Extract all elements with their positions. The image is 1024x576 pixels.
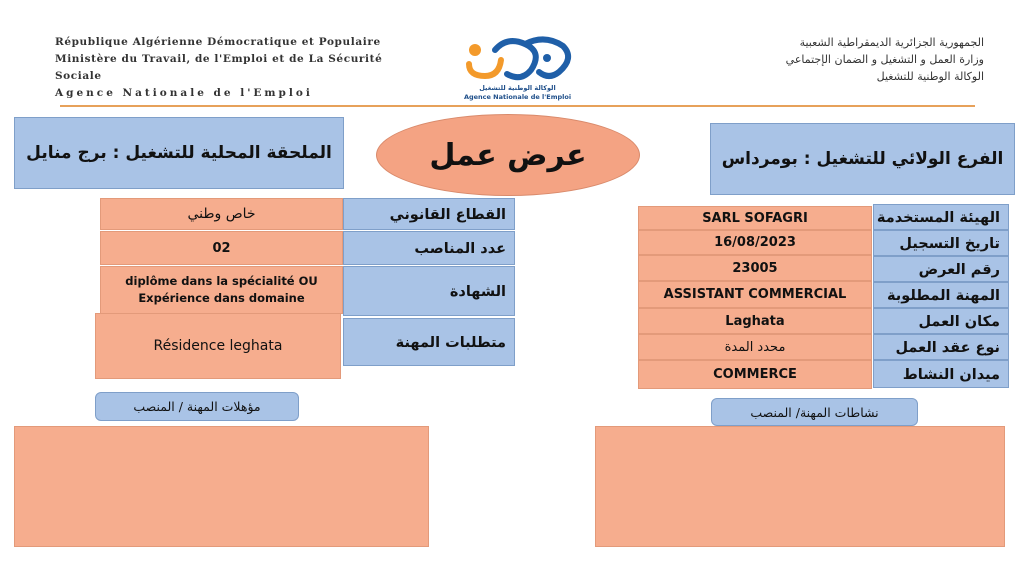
value-offer-number: 23005	[638, 255, 872, 281]
header-arabic	[604, 34, 984, 85]
label-required-job: المهنة المطلوبة	[873, 282, 1009, 308]
activities-section-label: نشاطات المهنة/ المنصب	[711, 398, 918, 426]
header-ar-line2: وزارة العمل و التشغيل و الضمان الإجتماعي	[785, 53, 984, 66]
qualifications-content-box	[14, 426, 429, 547]
value-legal-sector: خاص وطني	[100, 198, 343, 230]
value-required-job: ASSISTANT COMMERCIAL	[638, 281, 872, 308]
header-fr-line3: Agence Nationale de l'Emploi	[55, 87, 313, 99]
label-work-place: مكان العمل	[873, 308, 1009, 334]
header-fr-line1: République Algérienne Démocratique et Populaire	[55, 36, 381, 48]
label-legal-sector: القطاع القانوني	[343, 198, 515, 230]
header-french	[55, 34, 425, 102]
header-fr-line2: Ministère du Travail, de l'Emploi et de La Sécurité Sociale	[55, 53, 383, 82]
job-offer-title: عرض عمل	[376, 114, 640, 196]
label-positions-count: عدد المناصب	[343, 231, 515, 265]
value-work-place: Laghata	[638, 308, 872, 334]
agency-logo	[455, 30, 580, 102]
header-ar-line3: الوكالة الوطنية للتشغيل	[876, 70, 984, 83]
value-job-requirements: Résidence leghata	[95, 313, 341, 379]
value-employer: SARL SOFAGRI	[638, 206, 872, 230]
label-employer: الهيئة المستخدمة	[873, 204, 1009, 230]
label-offer-number: رقم العرض	[873, 256, 1009, 282]
wilaya-branch-box: الفرع الولائي للتشغيل : بومرداس	[710, 123, 1015, 195]
logo-caption-fr: Agence Nationale de l'Emploi	[463, 93, 572, 101]
value-registration-date: 16/08/2023	[638, 230, 872, 255]
header-ar-line1: الجمهورية الجزائرية الديمقراطية الشعبية	[799, 36, 984, 49]
value-positions-count: 02	[100, 231, 343, 265]
local-annex-box: الملحقة المحلية للتشغيل : برج منايل	[14, 117, 344, 189]
logo-caption-ar: الوكالة الوطنية للتشغيل	[479, 84, 556, 92]
label-registration-date: تاريخ التسجيل	[873, 230, 1009, 256]
label-contract-type: نوع عقد العمل	[873, 334, 1009, 360]
header-divider	[60, 105, 975, 107]
anem-logo-icon	[455, 30, 580, 90]
value-contract-type: محدد المدة	[638, 334, 872, 360]
value-activity-field: COMMERCE	[638, 360, 872, 389]
label-job-requirements: متطلبات المهنة	[343, 318, 515, 366]
label-activity-field: ميدان النشاط	[873, 360, 1009, 388]
value-diploma: diplôme dans la spécialité OU Expérience dans domaine	[100, 266, 343, 314]
qualifications-section-label: مؤهلات المهنة / المنصب	[95, 392, 299, 421]
label-diploma: الشهادة	[343, 266, 515, 316]
activities-content-box	[595, 426, 1005, 547]
